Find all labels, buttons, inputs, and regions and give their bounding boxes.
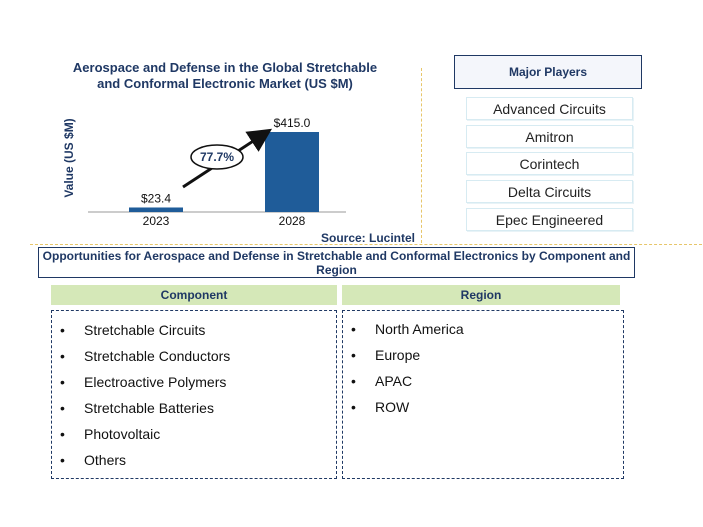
list-item: • Others — [52, 452, 336, 478]
player-advanced-circuits: Advanced Circuits — [466, 97, 633, 120]
player-delta-circuits: Delta Circuits — [466, 180, 633, 203]
list-item: • Stretchable Batteries — [52, 400, 336, 426]
list-item: • Stretchable Conductors — [52, 348, 336, 374]
source-label: Source: Lucintel — [320, 231, 415, 245]
player-amitron: Amitron — [466, 125, 633, 148]
x-tick-2028: 2028 — [278, 214, 306, 228]
list-item: • APAC — [343, 373, 623, 399]
region-list — [343, 321, 623, 425]
list-item: • Europe — [343, 347, 623, 373]
chart-title-line-1: Aerospace and Defense in the Global Stretchable — [72, 60, 378, 75]
vertical-divider — [421, 68, 422, 243]
chart-title-line-2: and Conformal Electronic Market (US $M) — [97, 76, 353, 91]
player-corintech: Corintech — [466, 152, 633, 175]
player-epec-engineered: Epec Engineered — [466, 208, 633, 231]
region-header: Region — [342, 285, 620, 305]
cagr-label: 77.7% — [199, 150, 235, 164]
list-item: • Photovoltaic — [52, 426, 336, 452]
horizontal-divider — [30, 244, 702, 245]
bar-2023 — [129, 207, 183, 212]
list-item: • North America — [343, 321, 623, 347]
list-item: • ROW — [343, 399, 623, 425]
x-tick-2023: 2023 — [142, 214, 170, 228]
major-players-header: Major Players — [454, 55, 642, 89]
component-header: Component — [51, 285, 337, 305]
list-item: • Stretchable Circuits — [52, 322, 336, 348]
data-label-2023: $23.4 — [140, 191, 172, 206]
data-label-2028: $415.0 — [273, 116, 311, 130]
bars-group — [129, 116, 319, 228]
component-list — [52, 322, 336, 478]
component-list-box — [51, 310, 337, 479]
region-list-box — [342, 310, 624, 479]
bar-2028 — [265, 132, 319, 212]
bar-chart — [0, 0, 430, 245]
opportunities-banner: Opportunities for Aerospace and Defense in Stretchable and Conformal Electronics by Component and Region — [38, 247, 635, 278]
list-item: • Electroactive Polymers — [52, 374, 336, 400]
y-axis-label: Value (US $M) — [62, 118, 76, 198]
